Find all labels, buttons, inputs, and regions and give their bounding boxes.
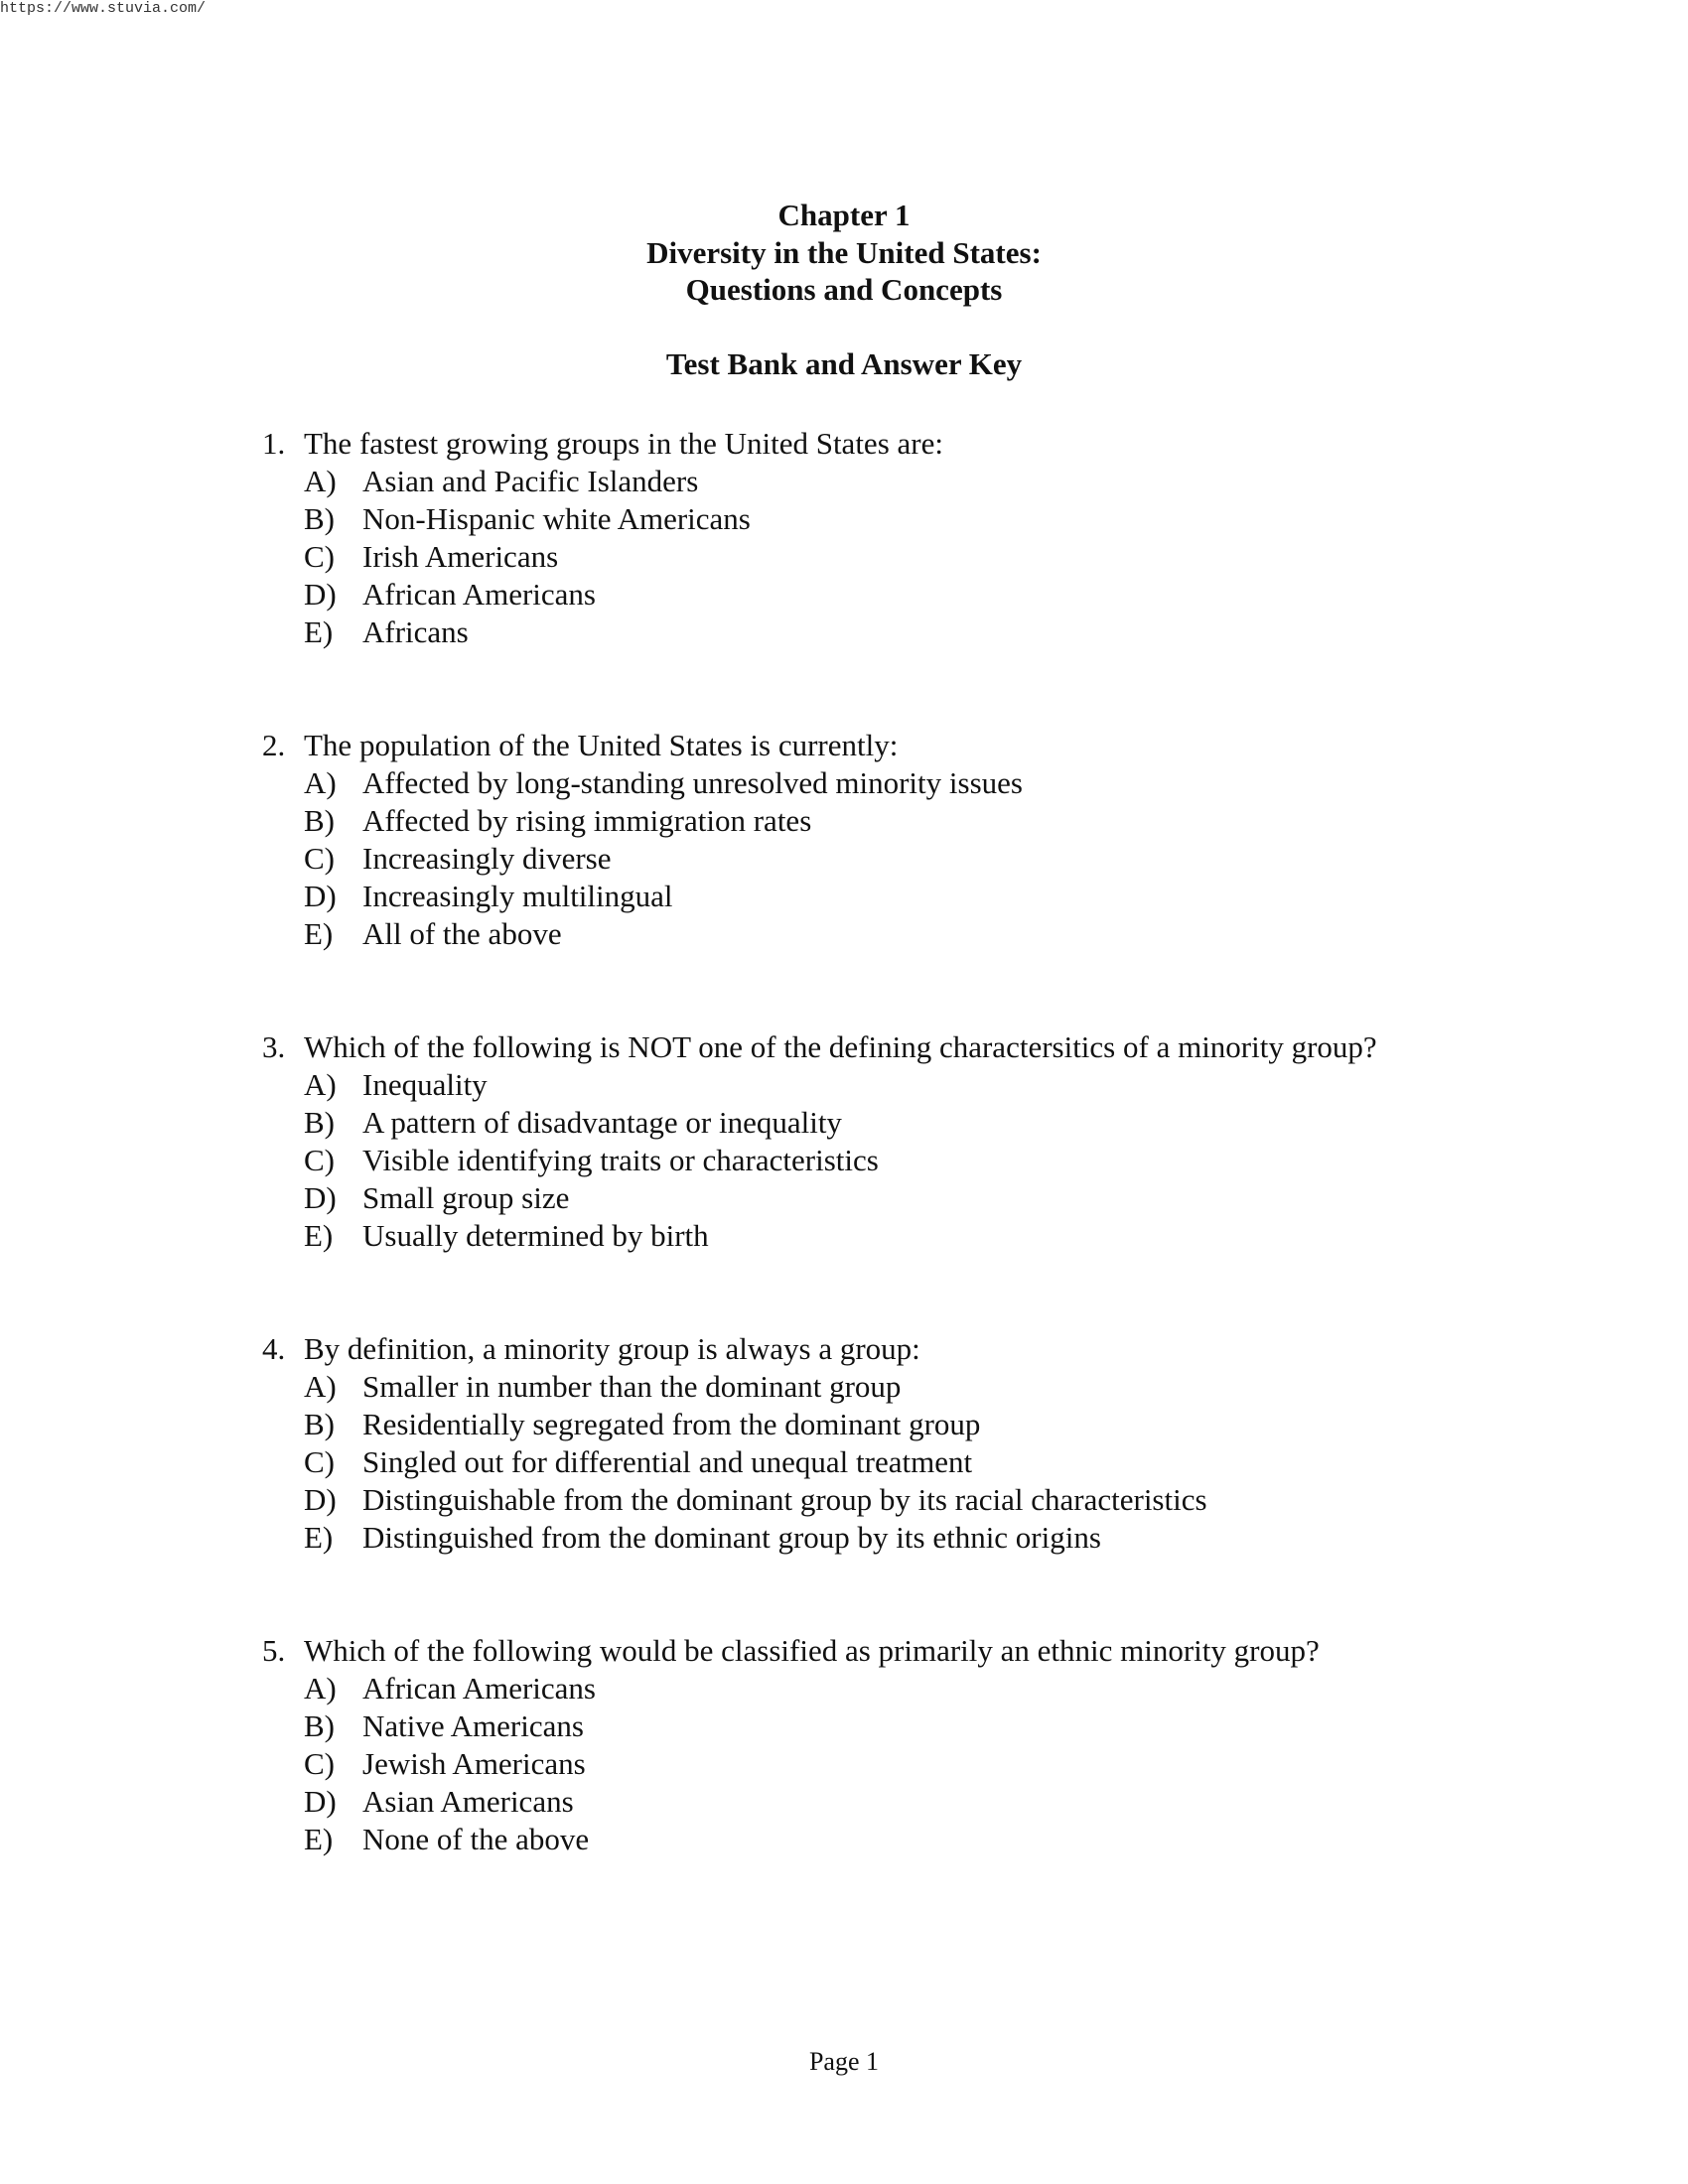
option-text: Inequality	[362, 1067, 488, 1102]
option-letter: C)	[304, 1444, 335, 1479]
question-stem	[262, 425, 1652, 463]
question-text: The fastest growing groups in the United States are:	[304, 426, 943, 461]
answer-option	[262, 1443, 1652, 1481]
chapter-subtitle-line-2: Questions and Concepts	[685, 272, 1003, 307]
option-letter: D)	[304, 577, 337, 612]
answer-option	[262, 1670, 1652, 1707]
question-text: The population of the United States is currently:	[304, 728, 899, 762]
option-text: Distinguished from the dominant group by its ethnic origins	[362, 1520, 1101, 1555]
question-5	[262, 1632, 1652, 1858]
option-text: Smaller in number than the dominant group	[362, 1369, 902, 1404]
question-stem	[262, 1330, 1652, 1368]
option-letter: D)	[304, 1784, 337, 1819]
source-url: https://www.stuvia.com/	[0, 0, 207, 17]
answer-option	[262, 1519, 1652, 1557]
answer-option	[262, 1406, 1652, 1443]
answer-option	[262, 1368, 1652, 1406]
option-text: Asian Americans	[362, 1784, 574, 1819]
option-letter: C)	[304, 539, 335, 574]
question-3	[262, 1028, 1652, 1255]
option-text: Non-Hispanic white Americans	[362, 501, 751, 536]
option-text: Increasingly diverse	[362, 841, 612, 876]
option-text: Affected by long-standing unresolved minority issues	[362, 765, 1023, 800]
option-letter: D)	[304, 1180, 337, 1215]
answer-option	[262, 802, 1652, 840]
answer-option	[262, 1142, 1652, 1179]
question-text: Which of the following would be classified as primarily an ethnic minority group?	[304, 1633, 1320, 1668]
answer-option	[262, 915, 1652, 953]
answer-option	[262, 1821, 1652, 1858]
question-stem	[262, 1632, 1652, 1670]
chapter-heading: Chapter 1	[777, 198, 911, 232]
answer-option	[262, 1783, 1652, 1821]
question-list	[262, 425, 1652, 1934]
option-text: Visible identifying traits or characteristics	[362, 1143, 879, 1177]
option-letter: E)	[304, 614, 334, 649]
option-text: Jewish Americans	[362, 1746, 586, 1781]
answer-option	[262, 614, 1652, 651]
question-number: 1.	[262, 426, 286, 461]
document-title	[0, 197, 1688, 383]
answer-option	[262, 576, 1652, 614]
question-text: Which of the following is NOT one of the defining charactersitics of a minority group?	[304, 1029, 1377, 1064]
option-letter: B)	[304, 1708, 335, 1743]
option-text: All of the above	[362, 916, 562, 951]
option-letter: B)	[304, 1407, 335, 1441]
answer-option	[262, 463, 1652, 500]
option-text: Small group size	[362, 1180, 570, 1215]
question-stem	[262, 727, 1652, 764]
option-letter: B)	[304, 501, 335, 536]
question-number: 4.	[262, 1331, 286, 1366]
answer-option	[262, 1066, 1652, 1104]
option-text: Increasingly multilingual	[362, 879, 673, 913]
answer-option	[262, 500, 1652, 538]
option-text: Singled out for differential and unequal treatment	[362, 1444, 973, 1479]
answer-option	[262, 1217, 1652, 1255]
option-text: Usually determined by birth	[362, 1218, 709, 1253]
option-letter: A)	[304, 765, 337, 800]
option-text: Asian and Pacific Islanders	[362, 464, 699, 498]
option-text: Native Americans	[362, 1708, 584, 1743]
option-letter: B)	[304, 1105, 335, 1140]
option-letter: B)	[304, 803, 335, 838]
question-number: 3.	[262, 1029, 286, 1064]
option-letter: C)	[304, 1746, 335, 1781]
option-letter: C)	[304, 1143, 335, 1177]
question-number: 5.	[262, 1633, 286, 1668]
answer-option	[262, 538, 1652, 576]
option-letter: C)	[304, 841, 335, 876]
question-number: 2.	[262, 728, 286, 762]
answer-option	[262, 1745, 1652, 1783]
option-text: Africans	[362, 614, 469, 649]
page-number: Page 1	[808, 2047, 880, 2076]
question-4	[262, 1330, 1652, 1557]
option-text: Irish Americans	[362, 539, 559, 574]
question-stem	[262, 1028, 1652, 1066]
test-bank-heading: Test Bank and Answer Key	[665, 346, 1023, 381]
answer-option	[262, 878, 1652, 915]
option-letter: A)	[304, 1369, 337, 1404]
option-letter: E)	[304, 1218, 334, 1253]
question-1	[262, 425, 1652, 651]
option-text: African Americans	[362, 1671, 596, 1706]
option-text: None of the above	[362, 1822, 590, 1856]
option-text: A pattern of disadvantage or inequality	[362, 1105, 842, 1140]
option-text: Affected by rising immigration rates	[362, 803, 812, 838]
answer-option	[262, 764, 1652, 802]
option-text: Distinguishable from the dominant group by its racial characteristics	[362, 1482, 1207, 1517]
question-text: By definition, a minority group is always a group:	[304, 1331, 920, 1366]
chapter-subtitle-line-1: Diversity in the United States:	[646, 234, 1042, 270]
option-letter: A)	[304, 1067, 337, 1102]
answer-option	[262, 1707, 1652, 1745]
option-letter: E)	[304, 1520, 334, 1555]
option-letter: E)	[304, 1822, 334, 1856]
option-letter: A)	[304, 464, 337, 498]
option-letter: D)	[304, 1482, 337, 1517]
answer-option	[262, 840, 1652, 878]
option-text: Residentially segregated from the dominant group	[362, 1407, 981, 1441]
option-text: African Americans	[362, 577, 596, 612]
option-letter: E)	[304, 916, 334, 951]
question-2	[262, 727, 1652, 953]
answer-option	[262, 1481, 1652, 1519]
option-letter: A)	[304, 1671, 337, 1706]
answer-option	[262, 1179, 1652, 1217]
option-letter: D)	[304, 879, 337, 913]
answer-option	[262, 1104, 1652, 1142]
